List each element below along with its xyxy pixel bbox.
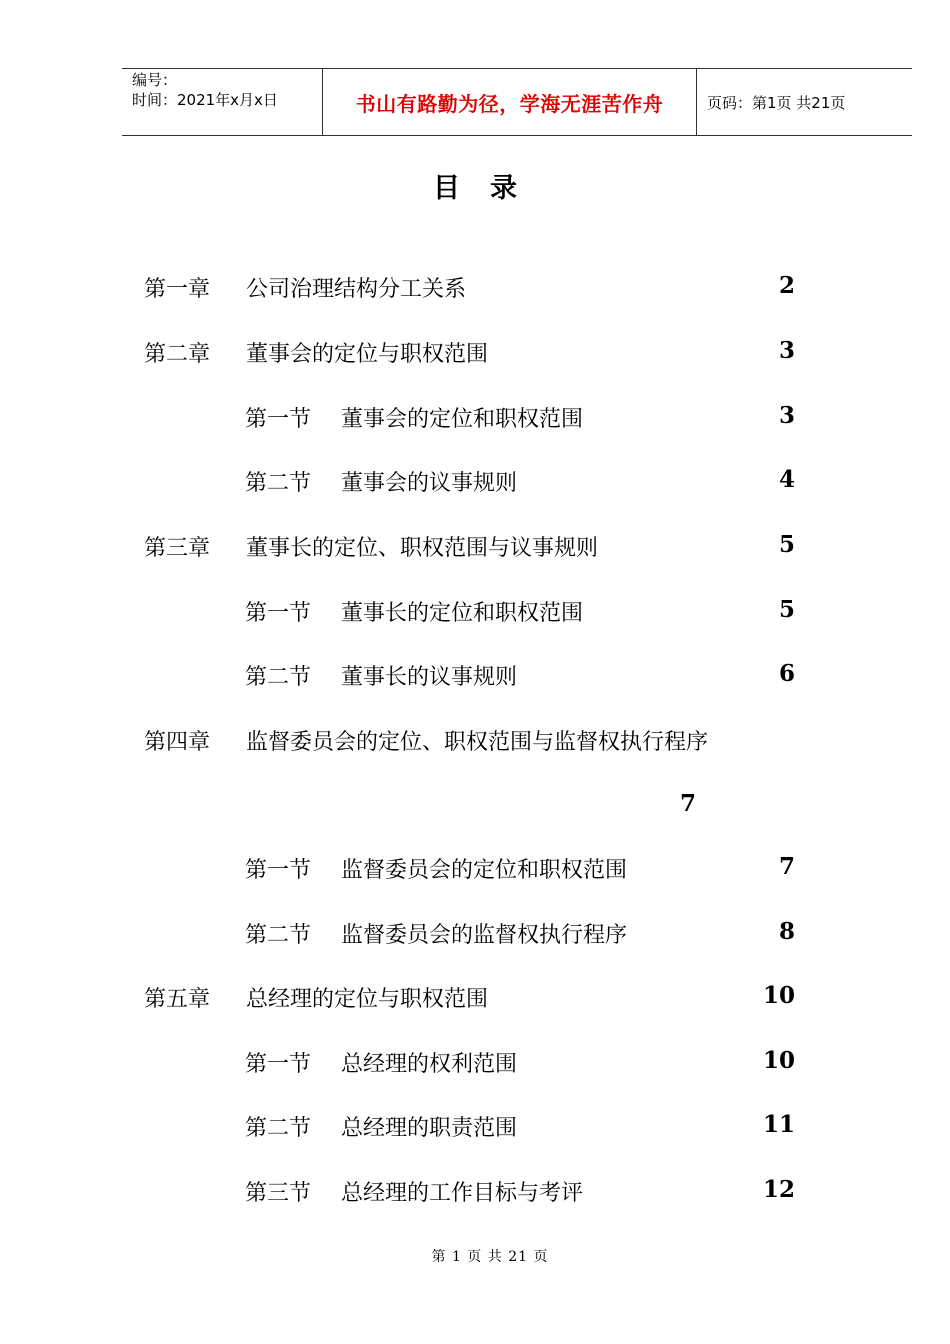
toc-entry-page: 6 (778, 660, 795, 687)
document-number-label: 编号： (132, 71, 178, 89)
toc-entry-page: 11 (762, 1111, 795, 1138)
toc-entry-page: 5 (778, 596, 795, 623)
toc-entry-title: 监督委员会的监督权执行程序 (341, 923, 628, 948)
toc-entry-title: 董事长的议事规则 (341, 665, 518, 690)
toc-entry-number: 第二节 (245, 923, 312, 948)
toc-entry-title: 总经理的权利范围 (341, 1052, 518, 1077)
toc-entry-number: 第四章 (144, 730, 211, 755)
toc-entry[interactable] (0, 853, 950, 893)
toc-entry-page: 12 (762, 1176, 795, 1203)
toc-entry-number: 第二章 (144, 342, 211, 367)
toc-entry[interactable] (0, 272, 950, 312)
toc-entry-number: 第一节 (245, 1052, 312, 1077)
toc-entry-number: 第三节 (245, 1181, 312, 1206)
document-time-label: 时间：2021年x月x日 (132, 91, 278, 109)
toc-entry-title: 公司治理结构分工关系 (246, 277, 467, 302)
toc-entry-number: 第一章 (144, 277, 211, 302)
toc-entry-number: 第五章 (144, 987, 211, 1012)
toc-entry-title: 董事长的定位和职权范围 (341, 601, 584, 626)
toc-entry[interactable] (0, 918, 950, 958)
toc-entry-page: 8 (778, 918, 795, 945)
toc-entry-page: 3 (778, 402, 795, 429)
toc-entry-number: 第一节 (245, 601, 312, 626)
toc-entry-title: 董事会的定位和职权范围 (341, 407, 584, 432)
toc-entry-number: 第三章 (144, 536, 211, 561)
toc-entry-number: 第二节 (245, 1116, 312, 1141)
toc-entry[interactable] (0, 660, 950, 700)
toc-entry-page: 4 (778, 466, 795, 493)
toc-entry-title: 总经理的定位与职权范围 (246, 987, 489, 1012)
toc-entry-page: 7 (778, 853, 795, 880)
toc-entry[interactable] (0, 466, 950, 506)
document-title: 目录 (433, 173, 547, 204)
toc-entry-number: 第一节 (245, 407, 312, 432)
toc-entry[interactable] (0, 1111, 950, 1151)
toc-entry-number: 第二节 (245, 665, 312, 690)
header-motto-cell (323, 69, 697, 135)
toc-entry-title: 总经理的职责范围 (341, 1116, 518, 1141)
header-motto: 书山有路勤为径，学海无涯苦作舟 (355, 91, 664, 116)
page-footer: 第 1 页 共 21 页 (431, 1249, 549, 1265)
toc-entry[interactable] (0, 596, 950, 636)
toc-entry-page: 2 (778, 272, 795, 299)
page-header (122, 68, 912, 136)
header-meta (122, 69, 323, 135)
toc-entry-title: 董事会的定位与职权范围 (246, 342, 489, 367)
toc-entry-page: 10 (762, 1047, 795, 1074)
toc-entry-title: 监督委员会的定位和职权范围 (341, 858, 628, 883)
header-page-info: 页码：第1页 共21页 (707, 93, 846, 112)
toc-entry-title: 董事会的议事规则 (341, 471, 518, 496)
toc-entry[interactable] (0, 402, 950, 442)
toc-entry[interactable] (0, 531, 950, 571)
toc-entry[interactable] (0, 982, 950, 1022)
toc-entry[interactable] (0, 1176, 950, 1216)
toc-entry[interactable] (0, 725, 950, 765)
toc-entry[interactable] (0, 1047, 950, 1087)
toc-entry-title: 总经理的工作目标与考评 (341, 1181, 584, 1206)
toc-entry-page: 7 (680, 790, 697, 817)
toc-entry-number: 第二节 (245, 471, 312, 496)
toc-entry-title: 监督委员会的定位、职权范围与监督权执行程序 (246, 730, 709, 755)
toc-entry-title: 董事长的定位、职权范围与议事规则 (246, 536, 599, 561)
toc-entry-page: 3 (778, 337, 795, 364)
toc-entry-page: 5 (778, 531, 795, 558)
toc-entry-page: 10 (762, 982, 795, 1009)
toc-entry[interactable] (0, 337, 950, 377)
toc-entry-number: 第一节 (245, 858, 312, 883)
